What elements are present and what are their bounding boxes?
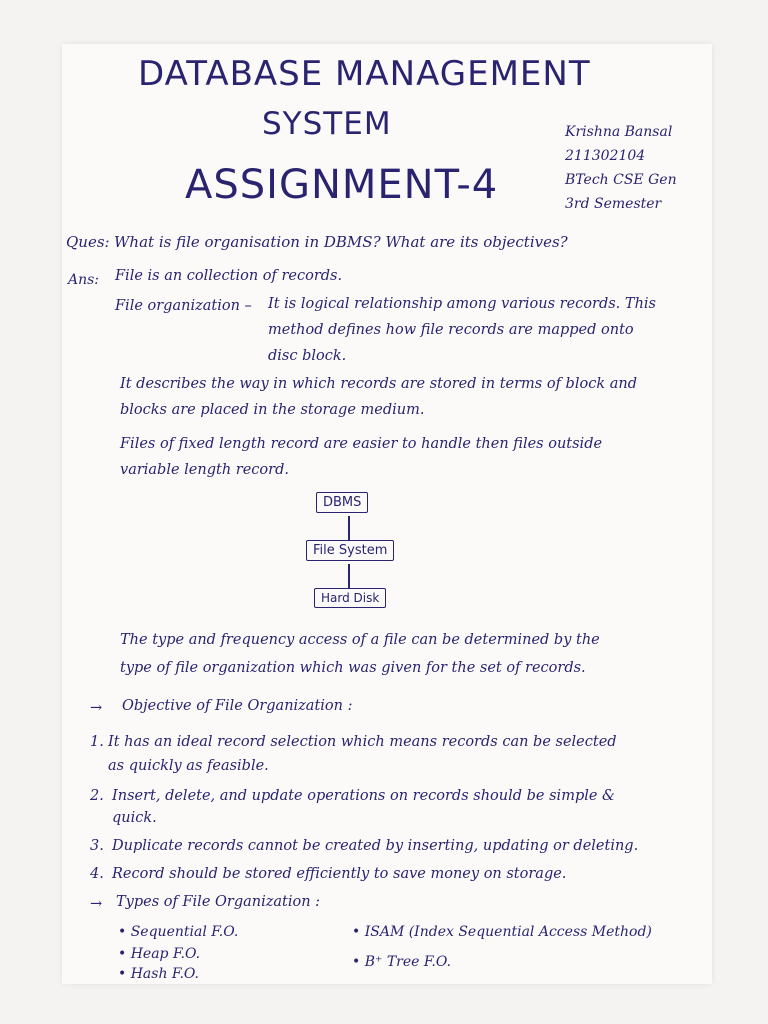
- type-b-plus-tree: • B⁺ Tree F.O.: [352, 954, 451, 970]
- title-line-3: ASSIGNMENT-4: [185, 162, 499, 208]
- objective-4-number: 4.: [90, 866, 104, 882]
- type-isam: • ISAM (Index Sequential Access Method): [352, 924, 652, 940]
- author-name: Krishna Bansal: [565, 124, 673, 140]
- objective-3-number: 3.: [90, 838, 104, 854]
- question-label: Ques:: [66, 233, 110, 251]
- objective-3-line-1: Duplicate records cannot be created by inserting, updating or deleting.: [112, 838, 639, 854]
- paragraph-2-line-2: variable length record.: [120, 462, 289, 478]
- objectives-arrow-icon: →: [90, 700, 103, 716]
- title-line-2: SYSTEM: [262, 106, 392, 142]
- objective-1-line-2: as quickly as feasible.: [108, 758, 269, 774]
- author-program: BTech CSE Gen: [565, 172, 677, 188]
- author-roll: 211302104: [565, 148, 646, 164]
- question-text: What is file organisation in DBMS? What are its objectives?: [114, 233, 568, 251]
- definition-line-3: disc block.: [268, 348, 347, 364]
- paragraph-3-line-1: The type and frequency access of a file can be determined by the: [120, 632, 600, 648]
- objectives-heading: Objective of File Organization :: [122, 698, 353, 714]
- type-sequential: • Sequential F.O.: [118, 924, 239, 940]
- paragraph-1-line-2: blocks are placed in the storage medium.: [120, 402, 425, 418]
- types-heading: Types of File Organization :: [116, 894, 321, 910]
- diagram-connector-1: [348, 516, 350, 540]
- diagram-connector-2: [348, 564, 350, 588]
- answer-label: Ans:: [68, 272, 100, 288]
- types-arrow-icon: →: [90, 896, 103, 912]
- type-heap: • Heap F.O.: [118, 946, 201, 962]
- definition-line-2: method defines how file records are mapped onto: [268, 322, 634, 338]
- type-hash: • Hash F.O.: [118, 966, 200, 982]
- diagram-dbms-box: DBMS: [316, 492, 368, 513]
- paragraph-1-line-1: It describes the way in which records are stored in terms of block and: [120, 376, 637, 392]
- objective-4-line-1: Record should be stored efficiently to save money on storage.: [112, 866, 567, 882]
- definition-heading: File organization –: [115, 298, 252, 314]
- author-semester: 3rd Semester: [565, 196, 662, 212]
- objective-1-line-1: It has an ideal record selection which means records can be selected: [108, 734, 617, 750]
- objective-2-number: 2.: [90, 788, 104, 804]
- objective-1-number: 1.: [90, 734, 104, 750]
- diagram-hard-disk-box: Hard Disk: [314, 588, 386, 608]
- definition-line-1: It is logical relationship among various records. This: [268, 296, 656, 312]
- diagram-file-system-box: File System: [306, 540, 394, 561]
- paragraph-3-line-2: type of file organization which was given for the set of records.: [120, 660, 586, 676]
- objective-2-line-2: quick.: [112, 810, 157, 826]
- title-line-1: DATABASE MANAGEMENT: [138, 54, 591, 94]
- paragraph-2-line-1: Files of fixed length record are easier to handle then files outside: [120, 436, 603, 452]
- objective-2-line-1: Insert, delete, and update operations on records should be simple &: [112, 788, 615, 804]
- answer-intro: File is an collection of records.: [115, 268, 343, 284]
